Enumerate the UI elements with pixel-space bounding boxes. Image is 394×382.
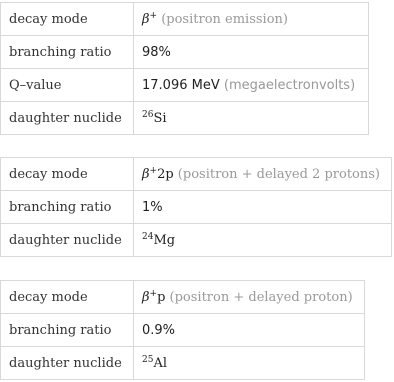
decay-mode-label: decay mode — [1, 3, 134, 36]
decay-mode-description: (positron emission) — [161, 11, 288, 27]
decay-mode-table-positron-proton — [0, 280, 365, 380]
q-value-label: Q–value — [1, 69, 134, 102]
branching-ratio-row — [1, 191, 392, 224]
q-value-number: 17.096 — [142, 77, 188, 93]
beta-charge: + — [149, 165, 158, 176]
mass-number: 25 — [142, 354, 154, 365]
branching-ratio-value: 0.9% — [134, 314, 365, 347]
q-value-unit: MeV — [191, 77, 220, 93]
mass-number: 24 — [142, 231, 154, 242]
decay-mode-suffix: 2p — [157, 166, 174, 182]
beta-charge: + — [149, 10, 158, 21]
daughter-nuclide-row — [1, 224, 392, 257]
beta-charge: + — [149, 288, 158, 299]
decay-mode-row — [1, 158, 392, 191]
decay-mode-value — [134, 158, 392, 191]
branching-ratio-label: branching ratio — [1, 36, 134, 69]
decay-mode-row — [1, 281, 365, 314]
beta-symbol: β — [142, 11, 150, 27]
branching-ratio-label: branching ratio — [1, 314, 134, 347]
q-value-unit-name: (megaelectronvolts) — [223, 77, 356, 93]
branching-ratio-value: 98% — [134, 36, 369, 69]
mass-number: 26 — [142, 109, 154, 120]
decay-mode-row — [1, 3, 369, 36]
decay-mode-description: (positron + delayed 2 protons) — [177, 166, 380, 182]
element-symbol: Si — [153, 110, 167, 126]
decay-mode-table-positron-2-protons — [0, 157, 392, 257]
branching-ratio-value: 1% — [134, 191, 392, 224]
daughter-nuclide-label: daughter nuclide — [1, 347, 134, 380]
daughter-nuclide-row — [1, 347, 365, 380]
daughter-nuclide-row — [1, 102, 369, 135]
decay-mode-value — [134, 3, 369, 36]
element-symbol: Mg — [153, 232, 176, 248]
branching-ratio-label: branching ratio — [1, 191, 134, 224]
decay-mode-suffix: p — [157, 289, 166, 305]
decay-mode-description: (positron + delayed proton) — [169, 289, 353, 305]
branching-ratio-row — [1, 314, 365, 347]
q-value-row — [1, 69, 369, 102]
decay-mode-label: decay mode — [1, 158, 134, 191]
q-value-value — [134, 69, 369, 102]
daughter-nuclide-label: daughter nuclide — [1, 224, 134, 257]
beta-symbol: β — [142, 166, 150, 182]
daughter-nuclide-value — [134, 347, 365, 380]
element-symbol: Al — [153, 355, 167, 371]
beta-symbol: β — [142, 289, 150, 305]
daughter-nuclide-value — [134, 224, 392, 257]
decay-mode-label: decay mode — [1, 281, 134, 314]
decay-mode-value — [134, 281, 365, 314]
daughter-nuclide-label: daughter nuclide — [1, 102, 134, 135]
branching-ratio-row — [1, 36, 369, 69]
decay-mode-table-positron-emission — [0, 2, 369, 135]
daughter-nuclide-value — [134, 102, 369, 135]
